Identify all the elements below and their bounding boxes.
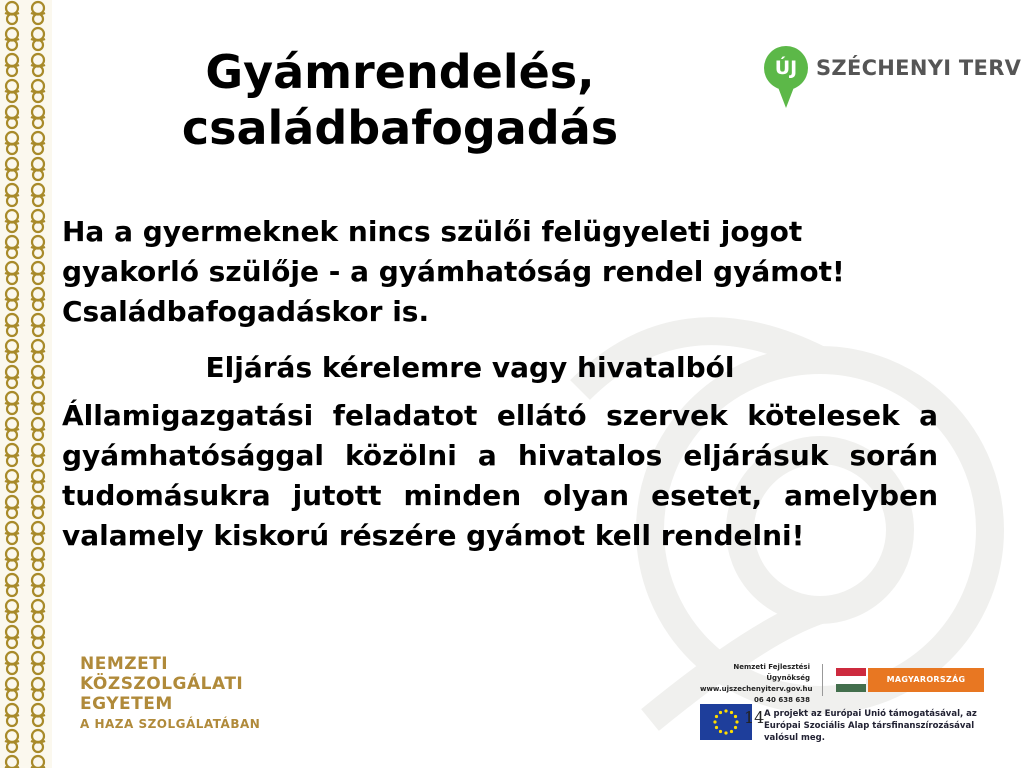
- ornament-knot: [31, 288, 45, 310]
- ornament-knot: [5, 54, 19, 76]
- ornament-knot: [31, 184, 45, 206]
- ornament-knot: [5, 574, 19, 596]
- ornament-knot: [31, 678, 45, 700]
- paragraph-procedure: [62, 348, 938, 388]
- eu-star: [724, 709, 727, 712]
- ornament-knot: [31, 704, 45, 726]
- ornament-knot: [31, 54, 45, 76]
- eu-star: [715, 715, 718, 718]
- eu-star: [713, 720, 716, 723]
- ornament-knot: [31, 366, 45, 388]
- ornament-knot: [5, 106, 19, 128]
- ornament-knot: [5, 288, 19, 310]
- ornament-knot: [5, 28, 19, 50]
- nke-logo: [80, 654, 260, 732]
- szechenyi-pin-label: ÚJ: [764, 46, 808, 90]
- nke-line-1: NEMZETI: [80, 654, 169, 674]
- nfu-phone: 06 40 638 638: [753, 696, 810, 704]
- ornament-knot: [31, 340, 45, 362]
- ornament-knot: [31, 548, 45, 570]
- eu-star: [715, 726, 718, 729]
- ornament-knot: [31, 652, 45, 674]
- ornament-knot: [5, 600, 19, 622]
- paragraph-obligation: Államigazgatási feladatot ellátó szervek kötelesek a gyámhatósággal közölni a hivatalos eljárásuk során tudomásukra jutott minden olyan esetet, amelyben valamely kiskorú részére gyámot kell rendelni!: [62, 399, 938, 552]
- eu-star: [735, 720, 738, 723]
- ornament-knot: [31, 444, 45, 466]
- ornament-knot: [31, 574, 45, 596]
- magyarorszag-megujul-badge: MAGYARORSZÁG MEGÚJUL: [868, 668, 984, 692]
- eu-star: [724, 731, 727, 734]
- title-line-2: családbafogadás: [181, 101, 619, 155]
- decorative-border: [0, 0, 52, 768]
- ornament-knot: [31, 132, 45, 154]
- ornament-knot: [5, 704, 19, 726]
- eu-star: [734, 726, 737, 729]
- ornament-knot: [31, 522, 45, 544]
- nfu-url: www.ujszechenyiterv.gov.hu: [700, 685, 813, 693]
- ornament-knot: [5, 444, 19, 466]
- ornament-knot: [31, 756, 45, 768]
- ornament-knot: [31, 236, 45, 258]
- nfu-name: Nemzeti Fejlesztési Ügynökség: [733, 663, 810, 682]
- ornament-knot: [5, 756, 19, 768]
- page-number: 14: [744, 708, 765, 727]
- ornament-knot: [31, 262, 45, 284]
- eu-star: [719, 730, 722, 733]
- ornament-knot: [31, 28, 45, 50]
- paragraph-guardian: Ha a gyermeknek nincs szülői felügyeleti jogot gyakorló szülője - a gyámhatóság rendel gyámot! Családbafogadáskor is.: [62, 215, 845, 328]
- ornament-knot: [5, 2, 19, 24]
- szechenyi-terv-logo: [764, 46, 1022, 118]
- ornament-knot: [5, 236, 19, 258]
- ornament-knot: [31, 314, 45, 336]
- nke-tagline: A HAZA SZOLGÁLATÁBAN: [80, 717, 261, 731]
- ornament-knot: [31, 80, 45, 102]
- ornament-knot: [5, 678, 19, 700]
- eu-star: [719, 711, 722, 714]
- ornament-knot: [31, 106, 45, 128]
- ornament-knot: [5, 652, 19, 674]
- ornament-knot: [5, 730, 19, 752]
- ornament-knot: [5, 158, 19, 180]
- ornament-knot: [5, 366, 19, 388]
- nke-line-2: KÖZSZOLGÁLATI: [80, 674, 244, 694]
- nke-line-3: EGYETEM: [80, 694, 173, 714]
- ornament-knot: [5, 392, 19, 414]
- eu-star: [730, 711, 733, 714]
- slide-title: [120, 44, 680, 156]
- ornament-knot: [5, 496, 19, 518]
- ornament-knot: [31, 626, 45, 648]
- ornament-knot: [5, 418, 19, 440]
- eu-star: [730, 730, 733, 733]
- ornament-knot: [5, 210, 19, 232]
- ornament-knot: [31, 392, 45, 414]
- title-line-1: Gyámrendelés,: [205, 45, 595, 99]
- ornament-pattern: [0, 0, 52, 768]
- eu-funding-text: A projekt az Európai Unió támogatásával, az Európai Szociális Alap társfinanszírozásával valósul meg.: [764, 709, 977, 743]
- ornament-knot: [5, 470, 19, 492]
- ornament-knot: [31, 496, 45, 518]
- ornament-knot: [5, 314, 19, 336]
- ornament-knot: [5, 262, 19, 284]
- ornament-knot: [5, 184, 19, 206]
- ornament-knot: [31, 730, 45, 752]
- ornament-knot: [5, 340, 19, 362]
- ornament-knot: [31, 470, 45, 492]
- ornament-knot: [31, 158, 45, 180]
- hungary-flag-icon: [836, 668, 866, 692]
- ornament-knot: [5, 80, 19, 102]
- ornament-knot: [5, 132, 19, 154]
- logo-divider: [822, 664, 823, 696]
- eu-star: [734, 715, 737, 718]
- ornament-knot: [31, 600, 45, 622]
- ornament-knot: [31, 2, 45, 24]
- ornament-knot: [5, 626, 19, 648]
- procedure-text: Eljárás kérelemre vagy hivatalból: [205, 351, 735, 384]
- ornament-knot: [5, 548, 19, 570]
- ornament-knot: [31, 418, 45, 440]
- nfu-contact: [700, 662, 813, 706]
- ornament-knot: [31, 210, 45, 232]
- ornament-knot: [5, 522, 19, 544]
- szechenyi-logo-text: SZÉCHENYI TERV: [816, 56, 1022, 80]
